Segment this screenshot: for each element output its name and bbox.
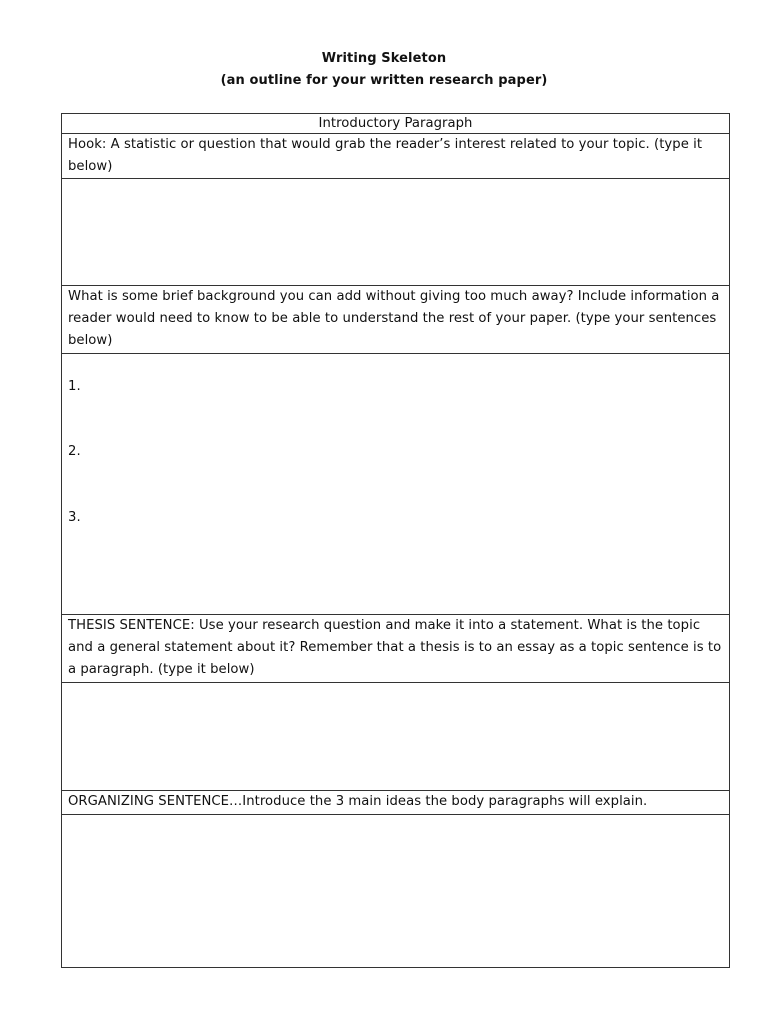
document-title	[0, 48, 768, 92]
title-line-2: (an outline for your written research paper)	[220, 73, 548, 88]
hook-answer-area[interactable]	[62, 179, 729, 286]
background-number-1: 1.	[68, 379, 81, 394]
background-number-3: 3.	[68, 510, 81, 525]
thesis-prompt: THESIS SENTENCE: Use your research question and make it into a statement. What is the topic and a general statement about it? Remember that a thesis is to an essay as a topic sentence is to a paragraph. (type it below)	[62, 615, 729, 683]
thesis-answer-area[interactable]	[62, 683, 729, 791]
background-prompt: What is some brief background you can add without giving too much away? Include information a reader would need to know to be able to understand the rest of your paper. (type your sentences below)	[62, 286, 729, 354]
organizing-prompt: ORGANIZING SENTENCE…Introduce the 3 main ideas the body paragraphs will explain.	[62, 791, 729, 815]
title-line-1: Writing Skeleton	[321, 51, 447, 66]
background-answer-area[interactable]	[62, 354, 729, 615]
table-header: Introductory Paragraph	[62, 114, 729, 134]
outline-table	[61, 113, 730, 968]
hook-prompt: Hook: A statistic or question that would grab the reader’s interest related to your topic. (type it below)	[62, 134, 729, 179]
background-number-2: 2.	[68, 444, 81, 459]
organizing-answer-area[interactable]	[62, 815, 729, 967]
